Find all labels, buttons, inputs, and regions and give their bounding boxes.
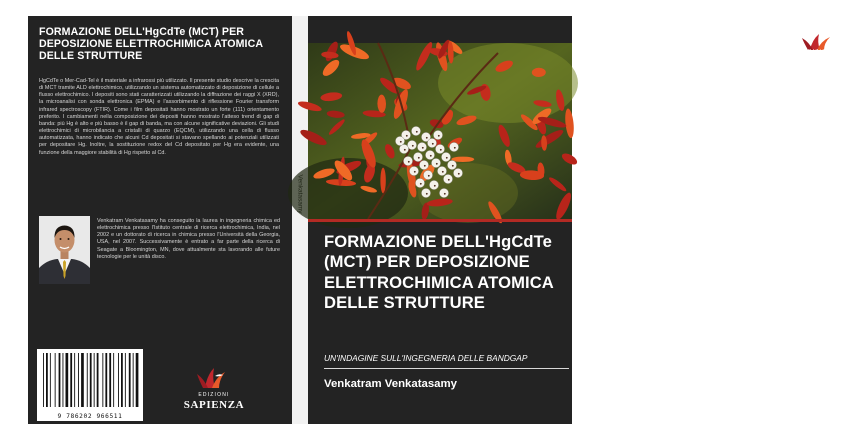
cover-photo <box>308 43 572 219</box>
publisher-logo-front <box>782 33 856 71</box>
book-abstract: HgCdTe o Mer-Cad-Tel è il materiale a infrarossi più utilizzato. Il presente studio descrive la crescita di MCT tramite ALD elettrochimico, utilizzando un sistema automatizzato di deposizione di cellule a flusso elettrochimico. I depositi sono stati caratterizzati utilizzando la diffrazione dei raggi X (XRD), la microanalisi con sonda elettronica (EPMA) e l'assorbimento di riflessione Fourier transform infrared spectroscopy (FTIR). Come i film depositati hanno mostrato un forte (111) orientamento preferito. I cambiamenti nella composizione dei depositi hanno mostrato l'atteso trend di gap di banda: più Hg è alto e più basso è il gap di banda, ma con alcune significative deviazioni. Gli studi elettrochimici di microbilancia a cristalli di quarzo (EQCM), utilizzando una cella di flusso automatizzata, hanno indicato che alcuni Cd depositati si stavano spellando ai potenziali utilizzati per depositare Hg. Inoltre, la sostituzione redox del Cd depositato per Hg era evidente, una funzione della maggiore stabilità di Hg rispetto al Cd. <box>39 78 279 156</box>
author-bio: Venkatram Venkatasamy ha conseguito la laurea in ingegneria chimica ed elettrochimica presso l'Istituto centrale di ricerca elettrochimica, India, nel 2002 e un dottorato di ricerca in chimica presso l'Università della Georgia, USA, nel 2007. Successivamente è entrato a far parte della ricerca di Seagate a Bloomington, MN, dove attualmente sta lavorando alle future tecnologie per le unità disco. <box>97 218 280 260</box>
back-cover <box>28 16 292 424</box>
publisher-imprint-front: EDIZIONI <box>803 49 835 55</box>
author-photo <box>39 216 90 284</box>
book-spine <box>292 16 308 424</box>
front-cover-title: FORMAZIONE DELL'HgCdTe (MCT) PER DEPOSIZIONE ELETTROCHIMICA ATOMICA DELLE STRUTTURE <box>324 232 554 313</box>
isbn-barcode <box>37 349 143 421</box>
publisher-name-front: SAPIENZA <box>788 56 850 68</box>
front-author: Venkatram Venkatasamy <box>324 378 457 390</box>
publisher-name: SAPIENZA <box>183 399 245 411</box>
back-cover-title: FORMAZIONE DELL'HgCdTe (MCT) PER DEPOSIZIONE ELETTROCHIMICA ATOMICA DELLE STRUTTURE <box>39 26 263 62</box>
publisher-imprint: EDIZIONI <box>198 392 230 398</box>
publisher-logo <box>179 366 249 414</box>
subtitle-rule <box>324 368 569 369</box>
accent-bar <box>308 219 572 222</box>
isbn-number: 9 786202 966511 <box>57 413 123 420</box>
front-cover <box>308 16 850 424</box>
book-subtitle: UN'INDAGINE SULL'INGEGNERIA DELLE BANDGAP <box>324 353 528 363</box>
